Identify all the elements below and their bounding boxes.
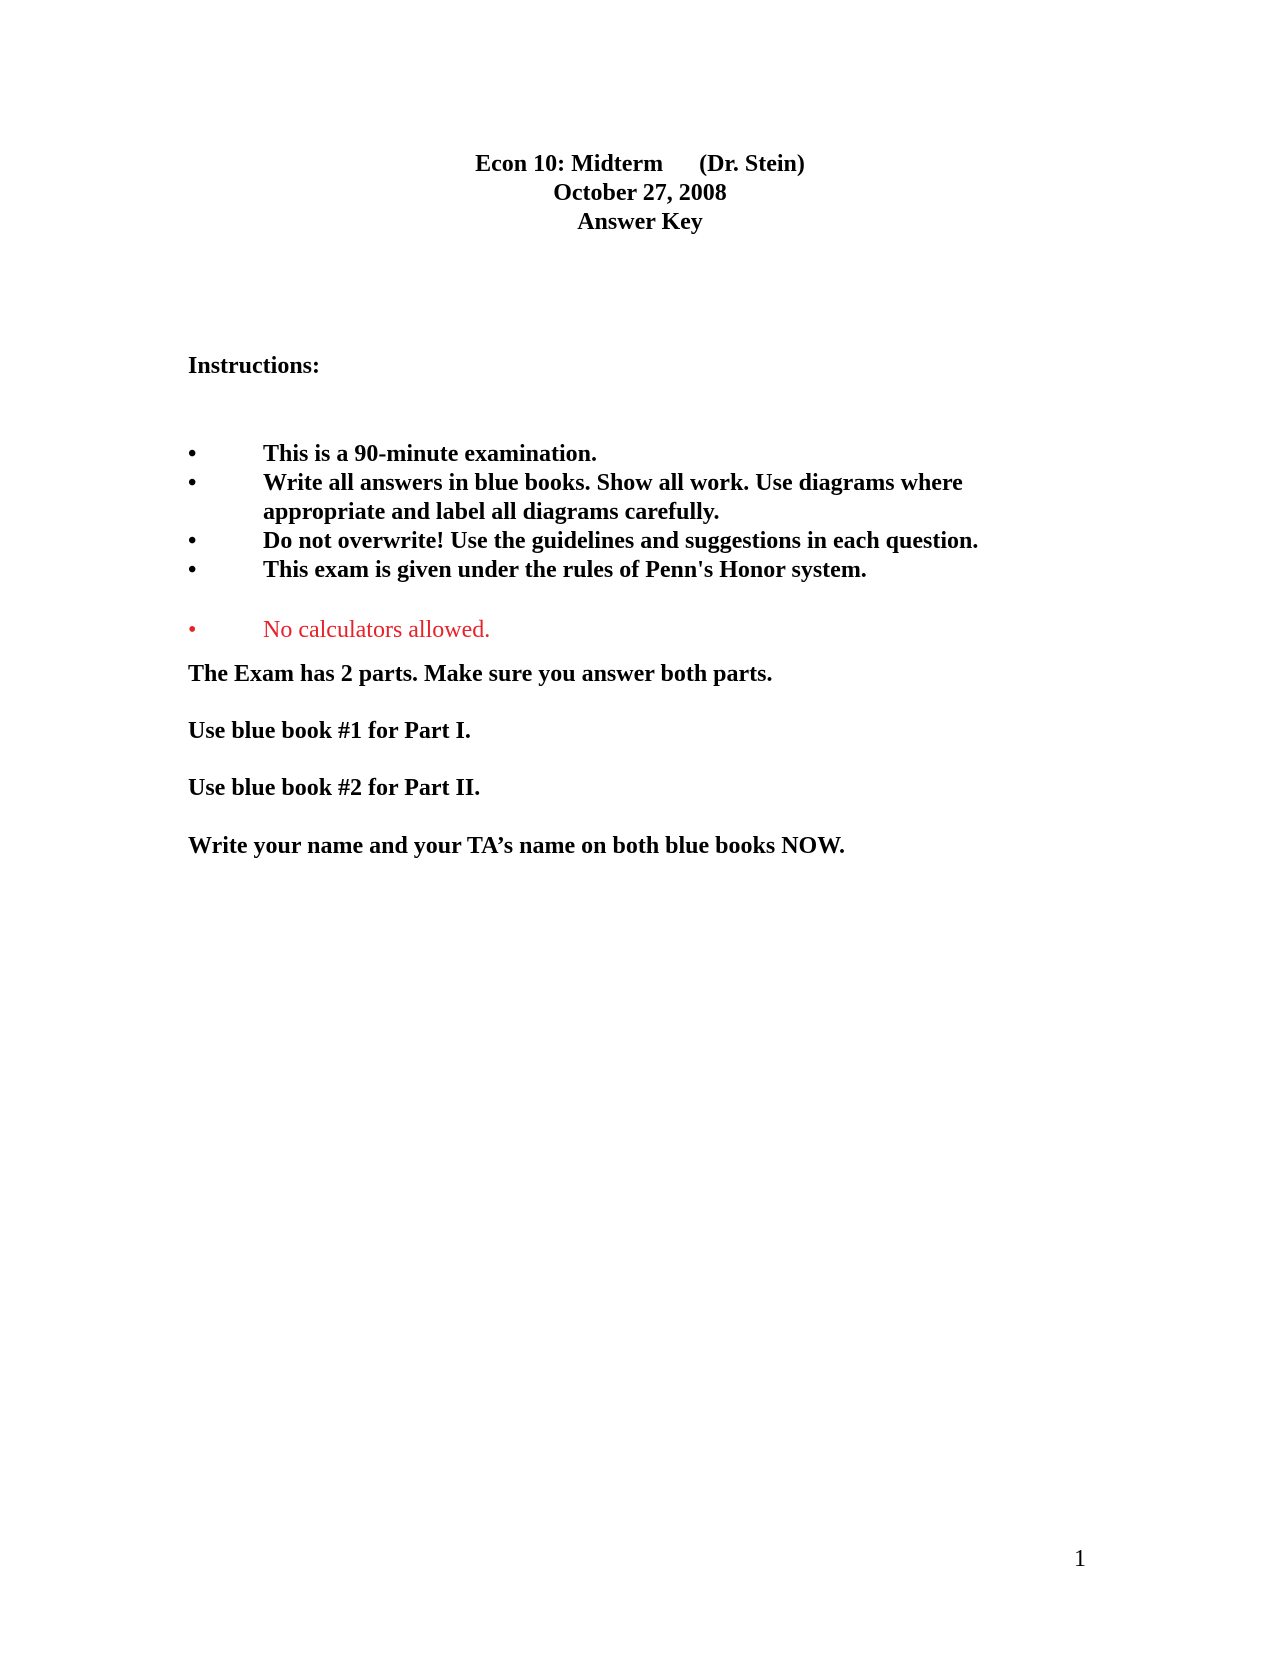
instruction-item	[188, 556, 1068, 585]
instruction-item	[188, 469, 1068, 527]
bullet-icon: •	[188, 441, 197, 467]
warning-text: No calculators allowed.	[263, 617, 491, 643]
instructions-list	[188, 440, 1068, 645]
exam-date: October 27, 2008	[553, 180, 727, 206]
instructions-heading: Instructions:	[188, 353, 321, 379]
title-line	[0, 150, 1280, 179]
calculator-warning	[188, 616, 1068, 645]
page-number: 1	[1074, 1546, 1086, 1572]
instruction-text: Do not overwrite! Use the guidelines and suggestions in each question.	[263, 528, 979, 554]
instruction-text: This exam is given under the rules of Penn's Honor system.	[263, 557, 867, 583]
blue-book-2-note: Use blue book #2 for Part II.	[188, 775, 481, 801]
instructor-name: (Dr. Stein)	[699, 151, 805, 177]
bullet-icon: •	[188, 470, 197, 496]
bullet-icon: •	[188, 528, 197, 554]
parts-note: The Exam has 2 parts. Make sure you answer both parts.	[188, 661, 773, 687]
bullet-icon: •	[188, 557, 197, 583]
blue-book-1-note: Use blue book #1 for Part I.	[188, 718, 471, 744]
instruction-text: This is a 90-minute examination.	[263, 441, 598, 467]
bullet-icon: •	[188, 617, 197, 643]
course-title: Econ 10: Midterm	[475, 151, 664, 177]
instruction-text: Write all answers in blue books. Show all work. Use diagrams where appropriate and label all diagrams carefully.	[263, 470, 963, 525]
instruction-item	[188, 527, 1068, 556]
title-block	[0, 150, 1280, 237]
document-subtitle: Answer Key	[577, 209, 703, 235]
name-note: Write your name and your TA’s name on both blue books NOW.	[188, 833, 846, 859]
instruction-item	[188, 440, 1068, 469]
